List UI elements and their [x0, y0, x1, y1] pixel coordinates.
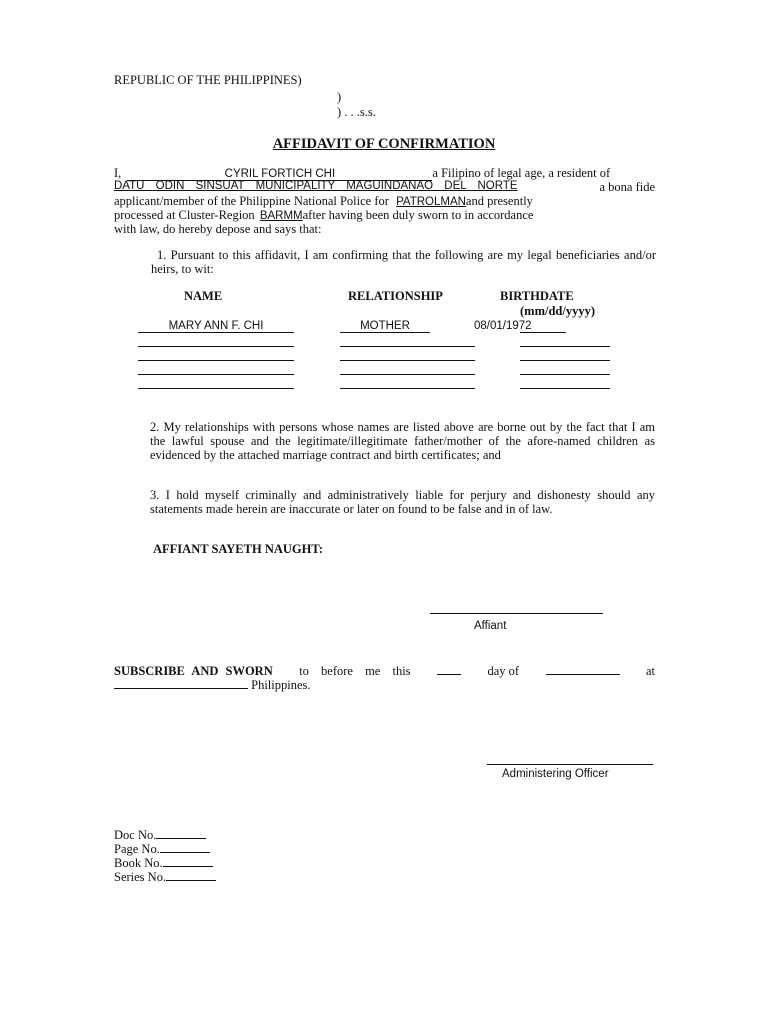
doc-no-blank — [156, 826, 206, 839]
blank-relationship-line — [340, 346, 475, 347]
beneficiary-birthdate-line-1 — [520, 332, 566, 333]
intro-after-name: a Filipino of legal age, a resident of — [432, 166, 611, 180]
after-position: and presently — [465, 194, 533, 208]
paragraph-3: 3. I hold myself criminally and administratively liable for perjury and dishonesty should any statements made herein are inaccurate or later on found to be false and in of law. — [150, 488, 655, 516]
subscribe-text-4: Philippines. — [251, 678, 311, 692]
subscribe-text-2: day of — [487, 664, 520, 678]
officer-signature-line — [487, 764, 653, 765]
affiant-signature-line — [430, 613, 603, 614]
beneficiary-name-line-1 — [138, 332, 294, 333]
subscribe-sworn: SUBSCRIBE AND SWORN — [114, 664, 273, 678]
blank-birthdate-line — [520, 388, 610, 389]
blank-name-line — [138, 360, 294, 361]
subscribe-text-3: at — [645, 664, 655, 678]
processed-text: processed at Cluster-Region — [114, 208, 255, 222]
intro-line-4 — [114, 208, 533, 223]
blank-relationship-line — [340, 388, 475, 389]
book-no-blank — [163, 854, 213, 867]
intro-line-5: with law, do hereby depose and says that: — [114, 222, 322, 236]
applicant-text: applicant/member of the Philippine National Police for — [114, 194, 389, 208]
col-header-birthdate-format: (mm/dd/yyyy) — [520, 304, 595, 318]
blank-relationship-line — [340, 360, 475, 361]
intro-after-address: a bona fide — [599, 180, 655, 194]
series-no — [114, 868, 216, 885]
beneficiary-relationship-1: MOTHER — [360, 320, 410, 332]
col-header-birthdate: BIRTHDATE — [500, 289, 574, 303]
blank-birthdate-line — [520, 374, 610, 375]
col-header-relationship: RELATIONSHIP — [348, 289, 443, 303]
blank-birthdate-line — [520, 360, 610, 361]
region-value: BARMM — [259, 210, 303, 222]
intro-line-1 — [114, 166, 655, 181]
day-blank — [437, 662, 461, 675]
affiant-label: Affiant — [474, 620, 507, 632]
paragraph-2: 2. My relationships with persons whose names are listed above are borne out by the fact that I am the lawful spouse and the legitimate/illegitimate father/mother of the afore-named children as evidenced by the attached marriage contract and birth certificates; and — [150, 420, 655, 462]
page-no-blank — [160, 840, 210, 853]
ss-line: ) . . .s.s. — [337, 105, 376, 119]
subscribe-text-1: to before me this — [299, 664, 411, 678]
document-title: AFFIDAVIT OF CONFIRMATION — [272, 136, 496, 152]
intro-line-3 — [114, 194, 533, 209]
col-header-name: NAME — [184, 289, 223, 303]
affiant-name-value: CYRIL FORTICH CHI — [224, 168, 336, 180]
venue-paren: ) — [337, 90, 342, 104]
blank-name-line — [138, 374, 294, 375]
series-no-blank — [166, 868, 216, 881]
beneficiary-name-1: MARY ANN F. CHI — [168, 320, 264, 332]
subscribe-line-2 — [114, 676, 311, 693]
doc-no-label: Doc No. — [114, 828, 157, 842]
paragraph-1: 1. Pursuant to this affidavit, I am confirming that the following are my legal beneficiaries and/or heirs, to wit: — [151, 248, 656, 276]
book-no-label: Book No. — [114, 856, 163, 870]
place-blank — [114, 676, 248, 689]
blank-birthdate-line — [520, 346, 610, 347]
administering-officer-label: Administering Officer — [502, 768, 609, 780]
republic-line: REPUBLIC OF THE PHILIPPINES) — [114, 73, 302, 87]
i-label: I, — [114, 166, 122, 180]
affiant-sayeth-naught: AFFIANT SAYETH NAUGHT: — [153, 542, 323, 556]
series-no-label: Series No. — [114, 870, 167, 884]
page-no-label: Page No. — [114, 842, 160, 856]
beneficiary-relationship-line-1 — [340, 332, 430, 333]
blank-name-line — [138, 346, 294, 347]
blank-name-line — [138, 388, 294, 389]
beneficiary-birthdate-1: 08/01/1972 — [474, 320, 532, 332]
address-value: DATU ODIN SINSUAT MUNICIPALITY MAGUINDANAO DEL NORTE — [114, 180, 518, 192]
position-value: PATROLMAN — [396, 196, 466, 208]
blank-relationship-line — [340, 374, 475, 375]
intro-line-2 — [114, 180, 655, 195]
month-blank — [546, 662, 620, 675]
after-region: after having been duly sworn to in accordance — [302, 208, 534, 222]
